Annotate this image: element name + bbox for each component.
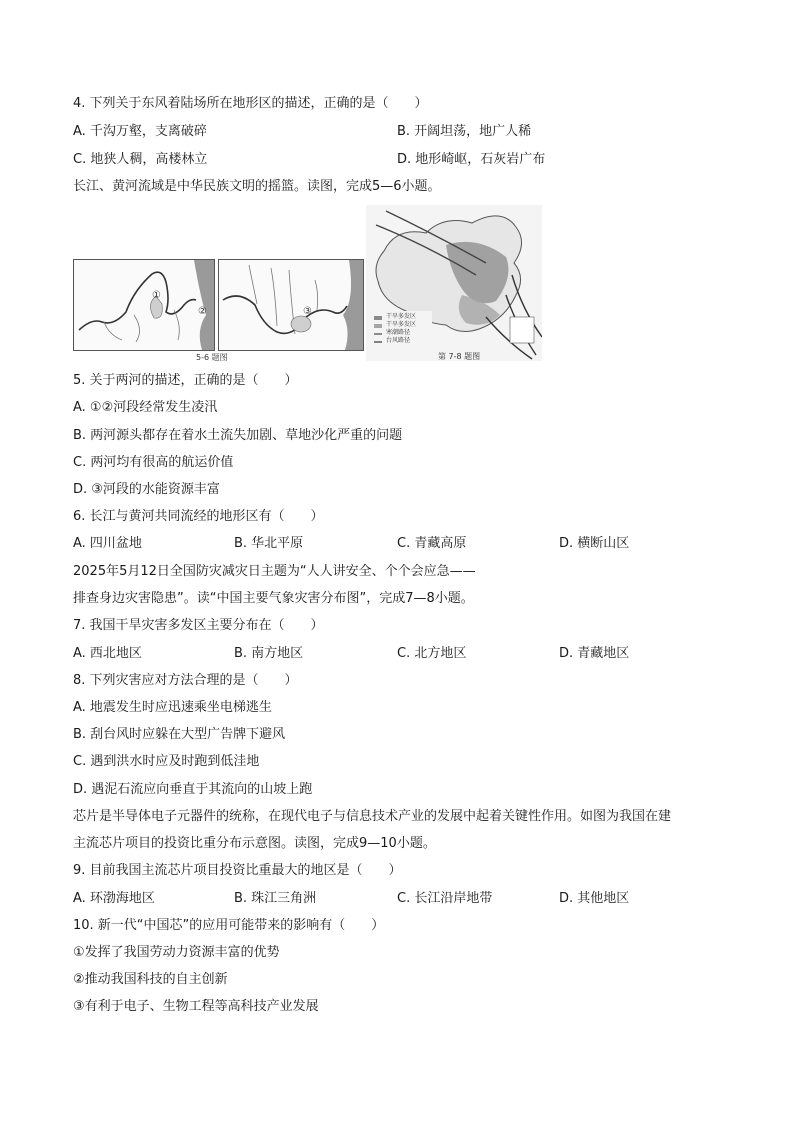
yangtze-line <box>223 296 347 333</box>
intro-5-6: 长江、黄河流域是中华民族文明的摇篮。读图，完成5—6小题。 <box>73 179 441 194</box>
q8-option-a: A. 地震发生时应迅速乘坐电梯逃生 <box>73 700 272 715</box>
q10-item-2: ②推动我国科技的自主创新 <box>73 972 228 987</box>
caption-5-6: 5-6 题图 <box>196 353 228 362</box>
legend-text <box>386 313 416 345</box>
sea-shading-2 <box>343 260 363 350</box>
south-sea-inset <box>510 317 534 343</box>
q10-stem: 10. 新一代“中国芯”的应用可能带来的影响有（ ） <box>73 918 385 933</box>
q8-option-d: D. 遇泥石流应向垂直于其流向的山坡上跑 <box>73 782 313 797</box>
q9-option-c: C. 长江沿岸地带 <box>397 891 493 906</box>
q6-stem: 6. 长江与黄河共同流经的地形区有（ ） <box>73 509 324 524</box>
q4-option-c: C. 地狭人稠，高楼林立 <box>73 152 208 167</box>
q5-stem: 5. 关于两河的描述，正确的是（ ） <box>73 373 298 388</box>
q7-stem: 7. 我国干旱灾害多发区主要分布在（ ） <box>73 618 324 633</box>
legend-item-4: 台风路径 <box>386 337 411 344</box>
q6-option-a: A. 四川盆地 <box>73 536 142 551</box>
yellow-river-sketch <box>74 260 214 350</box>
q10-item-3: ③有利于电子、生物工程等高科技产业发展 <box>73 999 319 1014</box>
q8-option-c: C. 遇到洪水时应及时跑到低洼地 <box>73 754 260 769</box>
legend-item-2: 干旱多发区 <box>386 321 417 328</box>
q7-option-a: A. 西北地区 <box>73 646 142 661</box>
q5-option-a: A. ①②河段经常发生凌汛 <box>73 400 218 415</box>
q4-option-a: A. 千沟万壑，支离破碎 <box>73 124 207 139</box>
q9-option-d: D. 其他地区 <box>559 891 630 906</box>
yangtze-sketch <box>219 260 363 350</box>
map-label-1: ① <box>152 290 161 301</box>
q6-option-d: D. 横断山区 <box>559 536 630 551</box>
q8-option-b: B. 刮台风时应躲在大型广告牌下避风 <box>73 727 286 742</box>
legend-item-3: 寒潮路径 <box>386 329 411 336</box>
q4-option-d: D. 地形崎岖，石灰岩广布 <box>397 152 546 167</box>
q5-option-d: D. ③河段的水能资源丰富 <box>73 482 220 497</box>
q7-option-c: C. 北方地区 <box>397 646 467 661</box>
q5-option-c: C. 两河均有很高的航运价值 <box>73 455 234 470</box>
intro-9-10-line2: 主流芯片项目的投资比重分布示意图。读图，完成9—10小题。 <box>73 836 436 851</box>
map-yellow-river <box>73 259 215 351</box>
legend-swatch-1 <box>374 316 382 320</box>
q9-stem: 9. 目前我国主流芯片项目投资比重最大的地区是（ ） <box>73 863 402 878</box>
q7-option-b: B. 南方地区 <box>234 646 304 661</box>
map-label-3: ③ <box>303 306 312 317</box>
legend-swatch-2 <box>374 324 382 328</box>
sea-shading <box>194 260 214 350</box>
q6-option-c: C. 青藏高原 <box>397 536 467 551</box>
basin-area <box>291 316 311 332</box>
intro-9-10-line1: 芯片是半导体电子元器件的统称，在现代电子与信息技术产业的发展中起着关键性作用。如图为我国在建 <box>73 809 672 824</box>
q9-option-b: B. 珠江三角洲 <box>234 891 317 906</box>
q6-option-b: B. 华北平原 <box>234 536 304 551</box>
q4-option-b: B. 开阔坦荡，地广人稀 <box>397 124 532 139</box>
intro-7-8-line1: 2025年5月12日全国防灾减灾日主题为“人人讲安全、个个会应急—— <box>73 564 476 579</box>
q9-option-a: A. 环渤海地区 <box>73 891 155 906</box>
q4-stem: 4. 下列关于东风着陆场所在地形区的描述，正确的是（ ） <box>73 96 428 111</box>
map-yangtze-river <box>218 259 364 351</box>
map-china-weather-disasters <box>366 205 542 361</box>
q5-option-b: B. 两河源头都存在着水土流失加剧、草地沙化严重的问题 <box>73 428 403 443</box>
q10-item-1: ①发挥了我国劳动力资源丰富的优势 <box>73 945 280 960</box>
q7-option-d: D. 青藏地区 <box>559 646 630 661</box>
legend-item-1: 干旱多发区 <box>386 313 417 320</box>
intro-7-8-line2: 排查身边灾害隐患”。读“中国主要气象灾害分布图”，完成7—8小题。 <box>73 591 474 606</box>
caption-7-8: 第 7-8 题图 <box>438 352 481 361</box>
q8-stem: 8. 下列灾害应对方法合理的是（ ） <box>73 673 298 688</box>
tributary-lines <box>104 310 179 342</box>
map-label-2: ② <box>198 306 207 317</box>
